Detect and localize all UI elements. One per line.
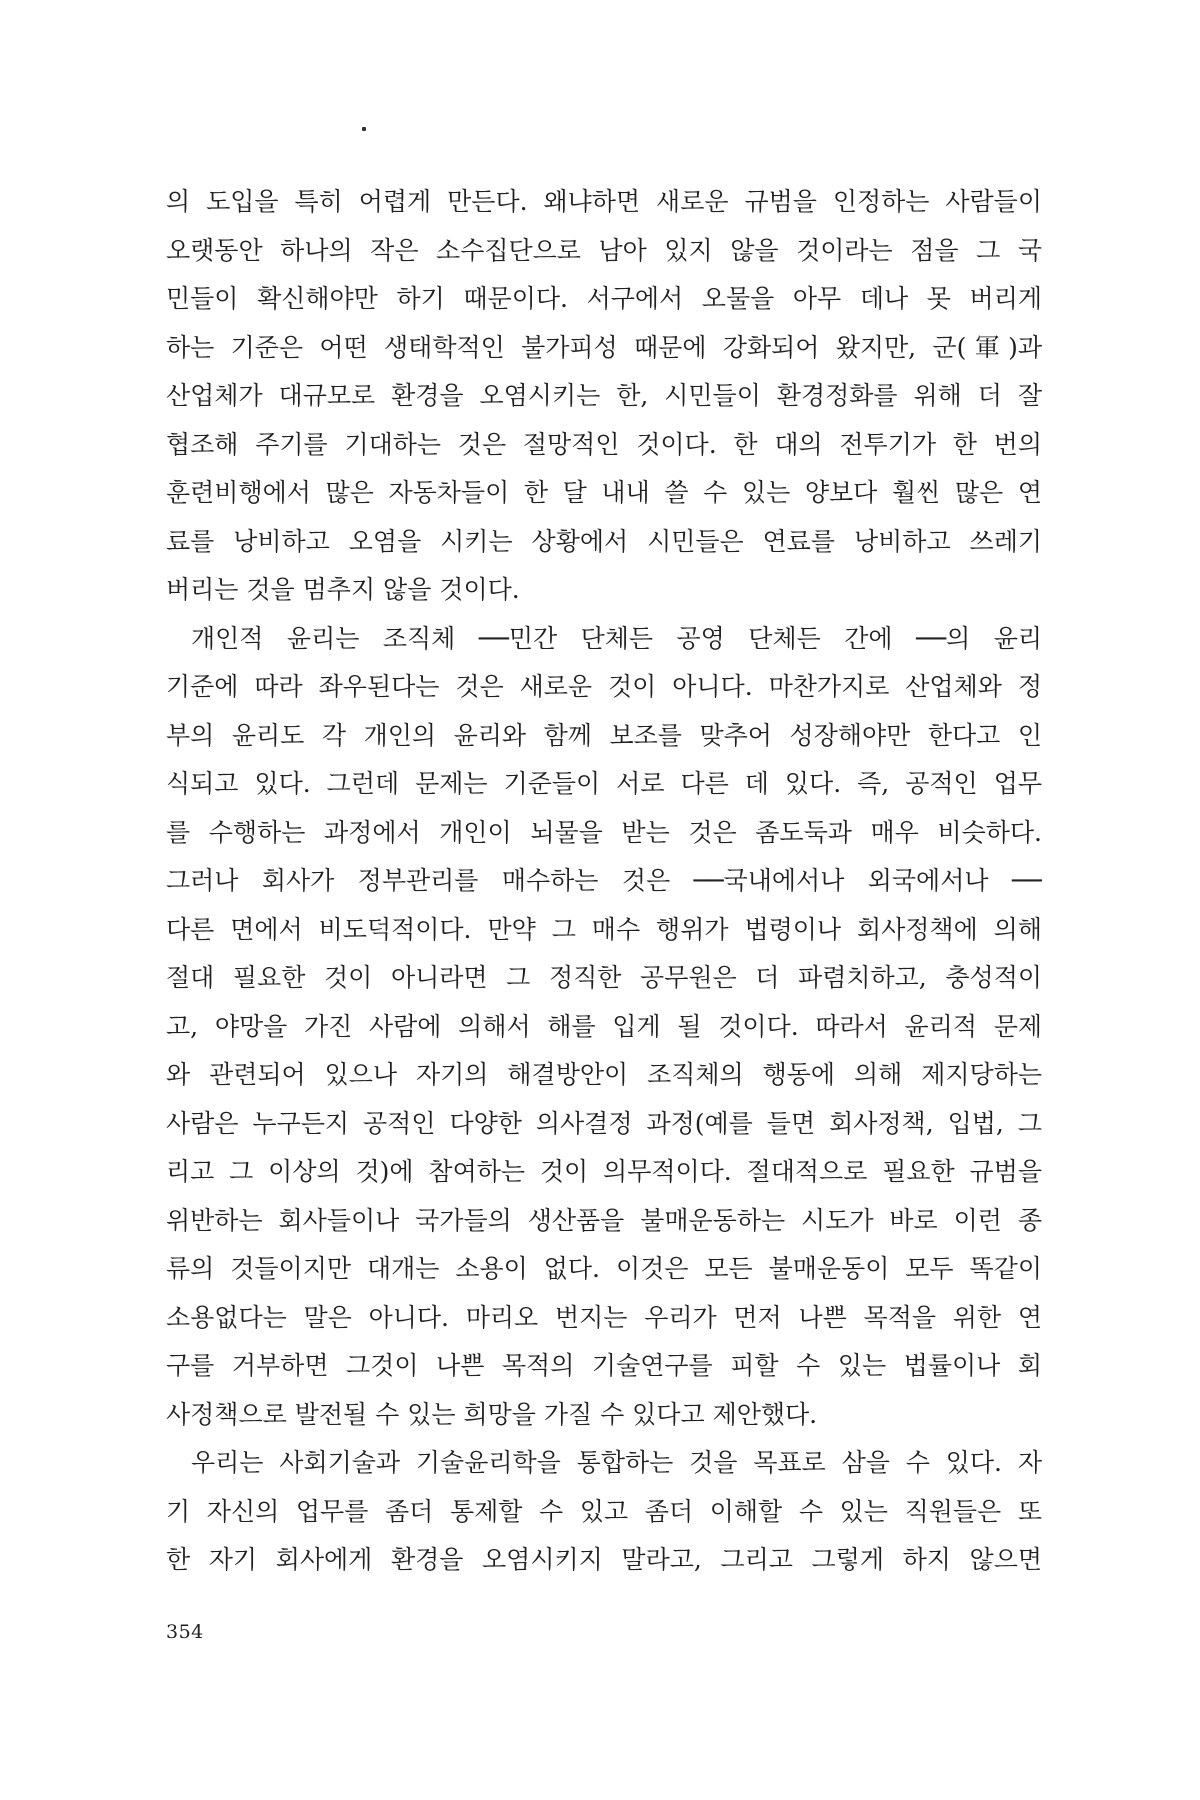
text-line: 협조해 주기를 기대하는 것은 절망적인 것이다. 한 대의 전투기가 한 번의 (166, 429, 1042, 459)
text-line: 리고 그 이상의 것)에 참여하는 것이 의무적이다. 절대적으로 필요한 규범을 (166, 1157, 1042, 1186)
paragraph-start-line: 우리는 사회기술과 기술윤리학을 통합하는 것을 목표로 삼을 수 있다. 자 (191, 1448, 1042, 1477)
text-line: 의 도입을 특히 어렵게 만든다. 왜냐하면 새로운 규범을 인정하는 사람들이 (166, 187, 1042, 216)
text-line: 식되고 있다. 그런데 문제는 기준들이 서로 다른 데 있다. 즉, 공적인 업무 (166, 769, 1042, 798)
text-line: 위반하는 회사들이나 국가들의 생산품을 불매운동하는 시도가 바로 이런 종 (166, 1205, 1042, 1235)
paragraph-end-line: 사정책으로 발전될 수 있는 희망을 가질 수 있다고 제안했다. (166, 1399, 818, 1429)
text-line: 부의 윤리도 각 개인의 윤리와 함께 보조를 맞추어 성장해야만 한다고 인 (166, 720, 1042, 750)
text-line: 고, 야망을 가진 사람에 의해서 해를 입게 될 것이다. 따라서 윤리적 문제 (166, 1011, 1042, 1041)
text-line: 절대 필요한 것이 아니라면 그 정직한 공무원은 더 파렴치하고, 충성적이 (166, 963, 1042, 992)
paragraph-end-line: 버리는 것을 멈추지 않을 것이다. (166, 575, 520, 604)
text-line: 를 수행하는 과정에서 개인이 뇌물을 받는 것은 좀도둑과 매우 비슷하다. (166, 817, 1042, 847)
text-line: 기 자신의 업무를 좀더 통제할 수 있고 좀더 이해할 수 있는 직원들은 또 (166, 1496, 1042, 1526)
page-number: 354 (166, 1621, 204, 1643)
text-line: 와 관련되어 있으나 자기의 해결방안이 조직체의 행동에 의해 제지당하는 (166, 1060, 1042, 1089)
text-line: 한 자기 회사에게 환경을 오염시키지 말라고, 그리고 그렇게 하지 않으면 (166, 1545, 1042, 1574)
text-line: 다른 면에서 비도덕적이다. 만약 그 매수 행위가 법령이나 회사정책에 의해 (166, 914, 1042, 944)
text-line: 훈련비행에서 많은 자동차들이 한 달 내내 쓸 수 있는 양보다 훨씬 많은 연 (166, 478, 1042, 507)
text-line: 료를 낭비하고 오염을 시키는 상황에서 시민들은 연료를 낭비하고 쓰레기 (166, 526, 1042, 556)
scan-speck (362, 127, 366, 131)
paragraph-start-line: 개인적 윤리는 조직체 ──민간 단체든 공영 단체든 간에 ──의 윤리 (191, 623, 1042, 653)
text-line: 소용없다는 말은 아니다. 마리오 번지는 우리가 먼저 나쁜 목적을 위한 연 (166, 1302, 1042, 1332)
text-line: 오랫동안 하나의 작은 소수집단으로 남아 있지 않을 것이라는 점을 그 국 (166, 235, 1042, 265)
text-line: 민들이 확신해야만 하기 때문이다. 서구에서 오물을 아무 데나 못 버리게 (166, 284, 1042, 313)
text-line: 그러나 회사가 정부관리를 매수하는 것은 ──국내에서나 외국에서나 ── (166, 866, 1042, 895)
text-line: 하는 기준은 어떤 생태학적인 불가피성 때문에 강화되어 왔지만, 군(軍)과 (166, 332, 1042, 362)
text-line: 사람은 누구든지 공적인 다양한 의사결정 과정(예를 들면 회사정책, 입법, 그 (166, 1108, 1042, 1138)
text-line: 구를 거부하면 그것이 나쁜 목적의 기술연구를 피할 수 있는 법률이나 회 (166, 1351, 1042, 1380)
text-line: 류의 것들이지만 대개는 소용이 없다. 이것은 모든 불매운동이 모두 똑같이 (166, 1254, 1042, 1283)
text-line: 산업체가 대규모로 환경을 오염시키는 한, 시민들이 환경정화를 위해 더 잘 (166, 381, 1042, 410)
body-text (166, 178, 1042, 1585)
text-line: 기준에 따라 좌우된다는 것은 새로운 것이 아니다. 마찬가지로 산업체와 정 (166, 672, 1042, 701)
